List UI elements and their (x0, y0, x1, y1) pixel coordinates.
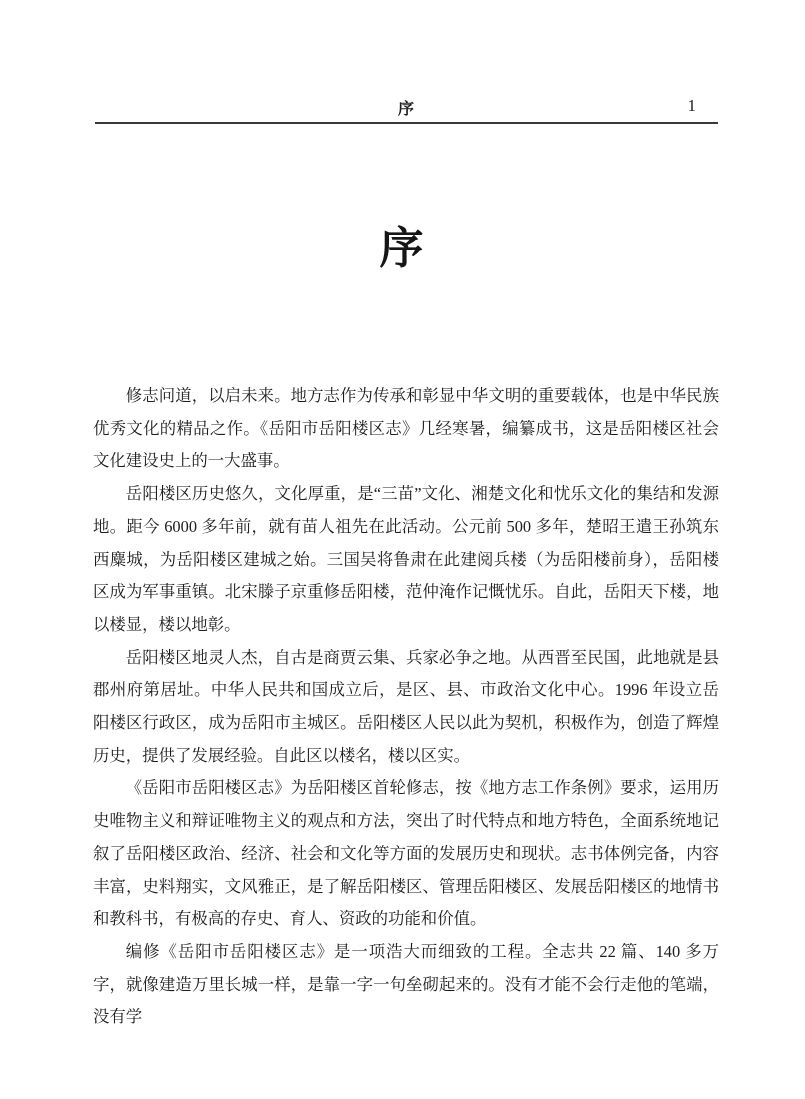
header-rule (95, 122, 718, 124)
document-title: 序 (379, 224, 426, 273)
running-header-title: 序 (397, 101, 415, 118)
paragraph-3: 岳阳楼区地灵人杰，自古是商贾云集、兵家必争之地。从西晋至民国，此地就是县郡州府第居址。中华人民共和国成立后，是区、县、市政治文化中心。1996 年设立岳阳楼区行政区，成为岳阳市主城区。岳阳楼区人民以此为契机，积极作为，创造了辉煌历史，提供了发展经验。自此区以楼名，楼以区实。 (93, 647, 719, 765)
page-number: 1 (687, 96, 696, 115)
body-text (93, 380, 719, 1034)
running-header (95, 96, 718, 120)
paragraph-5: 编修《岳阳市岳阳楼区志》是一项浩大而细致的工程。全志共 22 篇、140 多万字，就像建造万里长城一样，是靠一字一句垒砌起来的。没有才能不会行走他的笔端，没有学 (93, 941, 719, 1027)
paragraph-4: 《岳阳市岳阳楼区志》为岳阳楼区首轮修志，按《地方志工作条例》要求，运用历史唯物主义和辩证唯物主义的观点和方法，突出了时代特点和地方特色，全面系统地记叙了岳阳楼区政治、经济、社会和文化等方面的发展历史和现状。志书体例完备，内容丰富，史料翔实，文风雅正，是了解岳阳楼区、管理岳阳楼区、发展岳阳楼区的地情书和教科书，有极高的存史、育人、资政的功能和价值。 (93, 778, 719, 929)
paragraph-1: 修志问道，以启未来。地方志作为传承和彰显中华文明的重要载体，也是中华民族优秀文化的精品之作。《岳阳市岳阳楼区志》几经寒暑，编纂成书，这是岳阳楼区社会文化建设史上的一大盛事。 (93, 386, 719, 471)
paragraph-2: 岳阳楼区历史悠久，文化厚重，是“三苗”文化、湘楚文化和忧乐文化的集结和发源地。距今 6000 多年前，就有苗人祖先在此活动。公元前 500 多年，楚昭王遣王孙筑东西麋城，为岳阳楼区建城之始。三国吴将鲁肃在此建阅兵楼（为岳阳楼前身），岳阳楼区成为军事重镇。北宋滕子京重修岳阳楼，范仲淹作记慨忧乐。自此，岳阳天下楼，地以楼显，楼以地彰。 (93, 484, 719, 634)
